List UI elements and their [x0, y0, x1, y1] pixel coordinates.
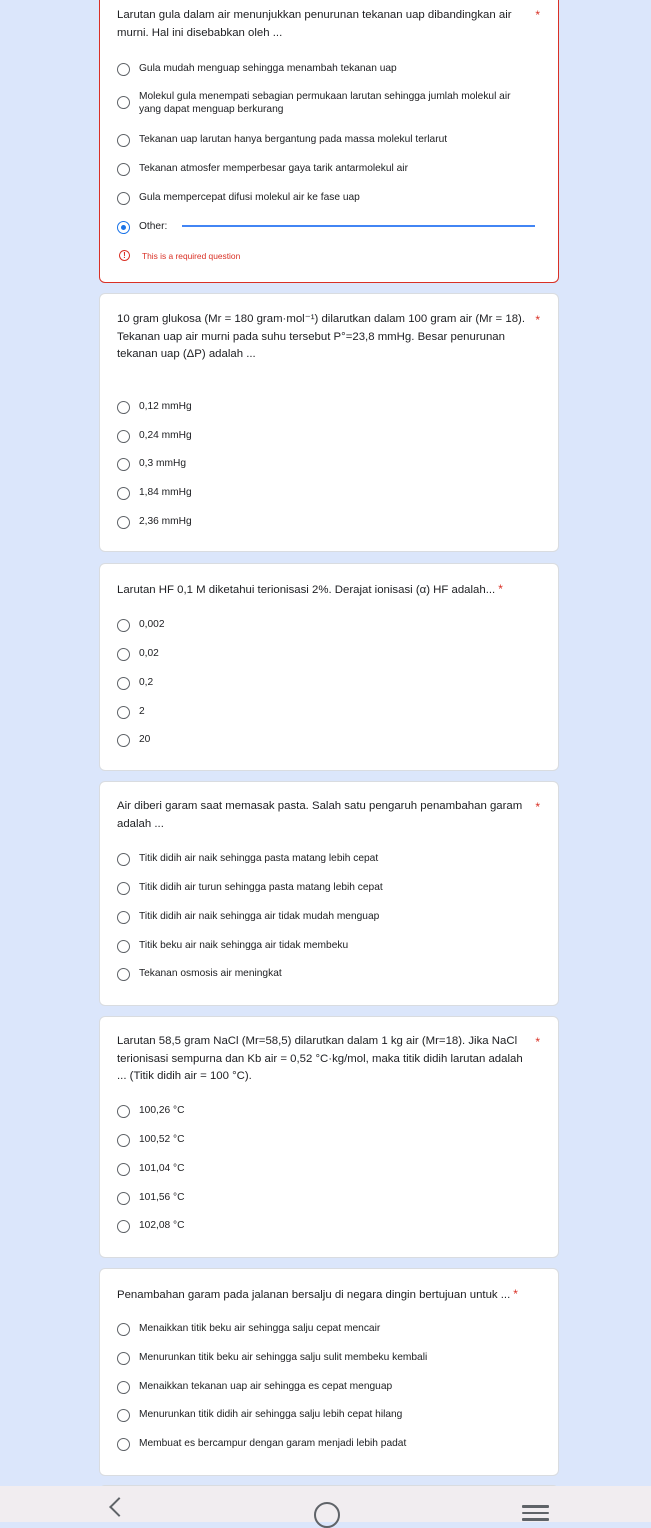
option-2[interactable] — [117, 1133, 542, 1147]
radio-button[interactable] — [117, 853, 130, 866]
question-card-3 — [99, 563, 559, 771]
radio-button[interactable] — [117, 1381, 130, 1394]
radio-button[interactable] — [117, 63, 130, 76]
radio-button[interactable] — [117, 677, 130, 690]
radio-button[interactable] — [117, 648, 130, 661]
option-1[interactable] — [117, 400, 542, 414]
option-3[interactable] — [117, 457, 542, 471]
radio-button[interactable] — [117, 619, 130, 632]
option-2[interactable] — [117, 881, 542, 895]
other-text-input[interactable] — [182, 225, 535, 227]
required-asterisk: * — [535, 1035, 540, 1049]
option-4[interactable] — [117, 162, 542, 176]
option-label: Titik beku air naik sehingga air tidak membeku — [139, 940, 349, 951]
radio-button[interactable] — [117, 968, 130, 981]
option-label: Other: — [139, 221, 168, 232]
option-other[interactable] — [117, 220, 542, 234]
option-label: Tekanan osmosis air meningkat — [139, 968, 282, 979]
option-label: 0,12 mmHg — [139, 401, 192, 412]
option-label: Gula mempercepat difusi molekul air ke fase uap — [139, 192, 360, 203]
option-label: Menaikkan tekanan uap air sehingga es cepat menguap — [139, 1381, 393, 1392]
radio-button[interactable] — [117, 1352, 130, 1365]
option-5[interactable] — [117, 191, 542, 205]
question-text: Air diberi garam saat memasak pasta. Salah satu pengaruh penambahan garam adalah ... — [117, 800, 523, 830]
option-1[interactable] — [117, 62, 542, 76]
option-5[interactable] — [117, 1219, 542, 1233]
radio-button[interactable] — [117, 458, 130, 471]
option-label: 0,02 — [139, 648, 159, 659]
question-text: 10 gram glukosa (Mr = 180 gram·mol⁻¹) dilarutkan dalam 100 gram air (Mr = 18). Tekanan uap air murni pada suhu tersebut P°=23,8 mmHg. Besar penurunan tekanan uap (ΔP) adalah ... — [117, 313, 525, 360]
required-asterisk: * — [535, 313, 540, 327]
radio-button[interactable] — [117, 911, 130, 924]
option-5[interactable] — [117, 515, 542, 529]
radio-button[interactable] — [117, 882, 130, 895]
system-navigation-bar — [0, 1486, 651, 1522]
option-1[interactable] — [117, 618, 542, 632]
radio-button[interactable] — [117, 940, 130, 953]
required-asterisk: * — [513, 1287, 518, 1301]
radio-button[interactable] — [117, 430, 130, 443]
option-label: Menaikkan titik beku air sehingga salju cepat mencair — [139, 1323, 381, 1334]
option-2[interactable] — [117, 647, 542, 661]
required-asterisk: * — [535, 800, 540, 814]
question-card-6 — [99, 1268, 559, 1476]
question-text-content: Larutan HF 0,1 M diketahui terionisasi 2%. Derajat ionisasi (α) HF adalah... — [117, 584, 496, 596]
option-label: Titik didih air turun sehingga pasta matang lebih cepat — [139, 882, 383, 893]
radio-button[interactable] — [117, 163, 130, 176]
radio-button[interactable] — [117, 1409, 130, 1422]
option-4[interactable] — [117, 1191, 542, 1205]
question-text-content: Penambahan garam pada jalanan bersalju di negara dingin bertujuan untuk ... — [117, 1289, 511, 1301]
option-label: 0,2 — [139, 677, 154, 688]
option-3[interactable] — [117, 1162, 542, 1176]
question-text — [117, 1286, 542, 1305]
radio-button[interactable] — [117, 134, 130, 147]
option-label: 100,52 °C — [139, 1134, 185, 1145]
option-2[interactable] — [117, 1351, 542, 1365]
option-4[interactable] — [117, 939, 542, 953]
radio-button[interactable] — [117, 706, 130, 719]
radio-button[interactable] — [117, 1220, 130, 1233]
option-label: 0,24 mmHg — [139, 430, 192, 441]
option-label: 100,26 °C — [139, 1105, 185, 1116]
option-label: Molekul gula menempati sebagian permukaan larutan sehingga jumlah molekul air yang dapat menguap berkurang — [139, 91, 511, 115]
option-label: 0,3 mmHg — [139, 458, 186, 469]
question-text — [117, 581, 542, 600]
option-3[interactable] — [117, 676, 542, 690]
option-label: 101,04 °C — [139, 1163, 185, 1174]
option-2[interactable] — [117, 429, 542, 443]
option-label: Menurunkan titik beku air sehingga salju sulit membeku kembali — [139, 1352, 428, 1363]
radio-button[interactable] — [117, 1438, 130, 1451]
option-label: Titik didih air naik sehingga pasta matang lebih cepat — [139, 853, 379, 864]
option-3[interactable] — [117, 133, 542, 147]
radio-button[interactable] — [117, 1192, 130, 1205]
option-1[interactable] — [117, 1104, 542, 1118]
question-card-1 — [99, 0, 559, 283]
question-card-2 — [99, 293, 559, 552]
option-label: 1,84 mmHg — [139, 487, 192, 498]
back-icon[interactable] — [109, 1497, 129, 1517]
option-4[interactable] — [117, 1408, 542, 1422]
option-label: Tekanan atmosfer memperbesar gaya tarik antarmolekul air — [139, 163, 408, 174]
radio-button-selected[interactable] — [117, 221, 130, 234]
option-1[interactable] — [117, 852, 542, 866]
question-text: Larutan gula dalam air menunjukkan penurunan tekanan uap dibandingkan air murni. Hal ini disebabkan oleh ... — [117, 9, 512, 39]
error-message — [119, 250, 240, 261]
option-label: 2 — [139, 706, 145, 717]
radio-button[interactable] — [117, 96, 130, 109]
option-label: 102,08 °C — [139, 1220, 185, 1231]
option-label: 101,56 °C — [139, 1192, 185, 1203]
option-5[interactable] — [117, 733, 542, 747]
radio-button[interactable] — [117, 516, 130, 529]
question-card-4 — [99, 781, 559, 1006]
error-icon: ! — [119, 250, 130, 261]
radio-button[interactable] — [117, 1323, 130, 1336]
option-label: 2,36 mmHg — [139, 516, 192, 527]
option-5[interactable] — [117, 967, 542, 981]
option-label: Menurunkan titik didih air sehingga salju lebih cepat hilang — [139, 1409, 403, 1420]
option-label: Membuat es bercampur dengan garam menjadi lebih padat — [139, 1438, 407, 1449]
option-label: 20 — [139, 734, 151, 745]
question-card-5 — [99, 1016, 559, 1258]
question-text: Larutan 58,5 gram NaCl (Mr=58,5) dilarutkan dalam 1 kg air (Mr=18). Jika NaCl terionisasi sempurna dan Kb air = 0,52 °C·kg/mol, maka titik didih larutan adalah ... (Titik didih air = 100 °C). — [117, 1035, 523, 1082]
option-1[interactable] — [117, 1322, 542, 1336]
radio-button[interactable] — [117, 1105, 130, 1118]
option-label: Gula mudah menguap sehingga menambah tekanan uap — [139, 63, 397, 74]
option-4[interactable] — [117, 486, 542, 500]
error-text: This is a required question — [142, 250, 241, 261]
radio-button[interactable] — [117, 401, 130, 414]
radio-button[interactable] — [117, 1163, 130, 1176]
option-label: 0,002 — [139, 619, 165, 630]
option-4[interactable] — [117, 705, 542, 719]
radio-button[interactable] — [117, 1134, 130, 1147]
option-5[interactable] — [117, 1437, 542, 1451]
radio-button[interactable] — [117, 192, 130, 205]
home-icon[interactable] — [314, 1502, 340, 1528]
option-2[interactable] — [117, 90, 528, 116]
option-label: Tekanan uap larutan hanya bergantung pada massa molekul terlarut — [139, 134, 448, 145]
option-label: Titik didih air naik sehingga air tidak mudah menguap — [139, 911, 380, 922]
option-3[interactable] — [117, 1380, 542, 1394]
option-3[interactable] — [117, 910, 542, 924]
required-asterisk: * — [498, 582, 503, 596]
radio-button[interactable] — [117, 734, 130, 747]
radio-button[interactable] — [117, 487, 130, 500]
required-asterisk: * — [535, 8, 540, 22]
